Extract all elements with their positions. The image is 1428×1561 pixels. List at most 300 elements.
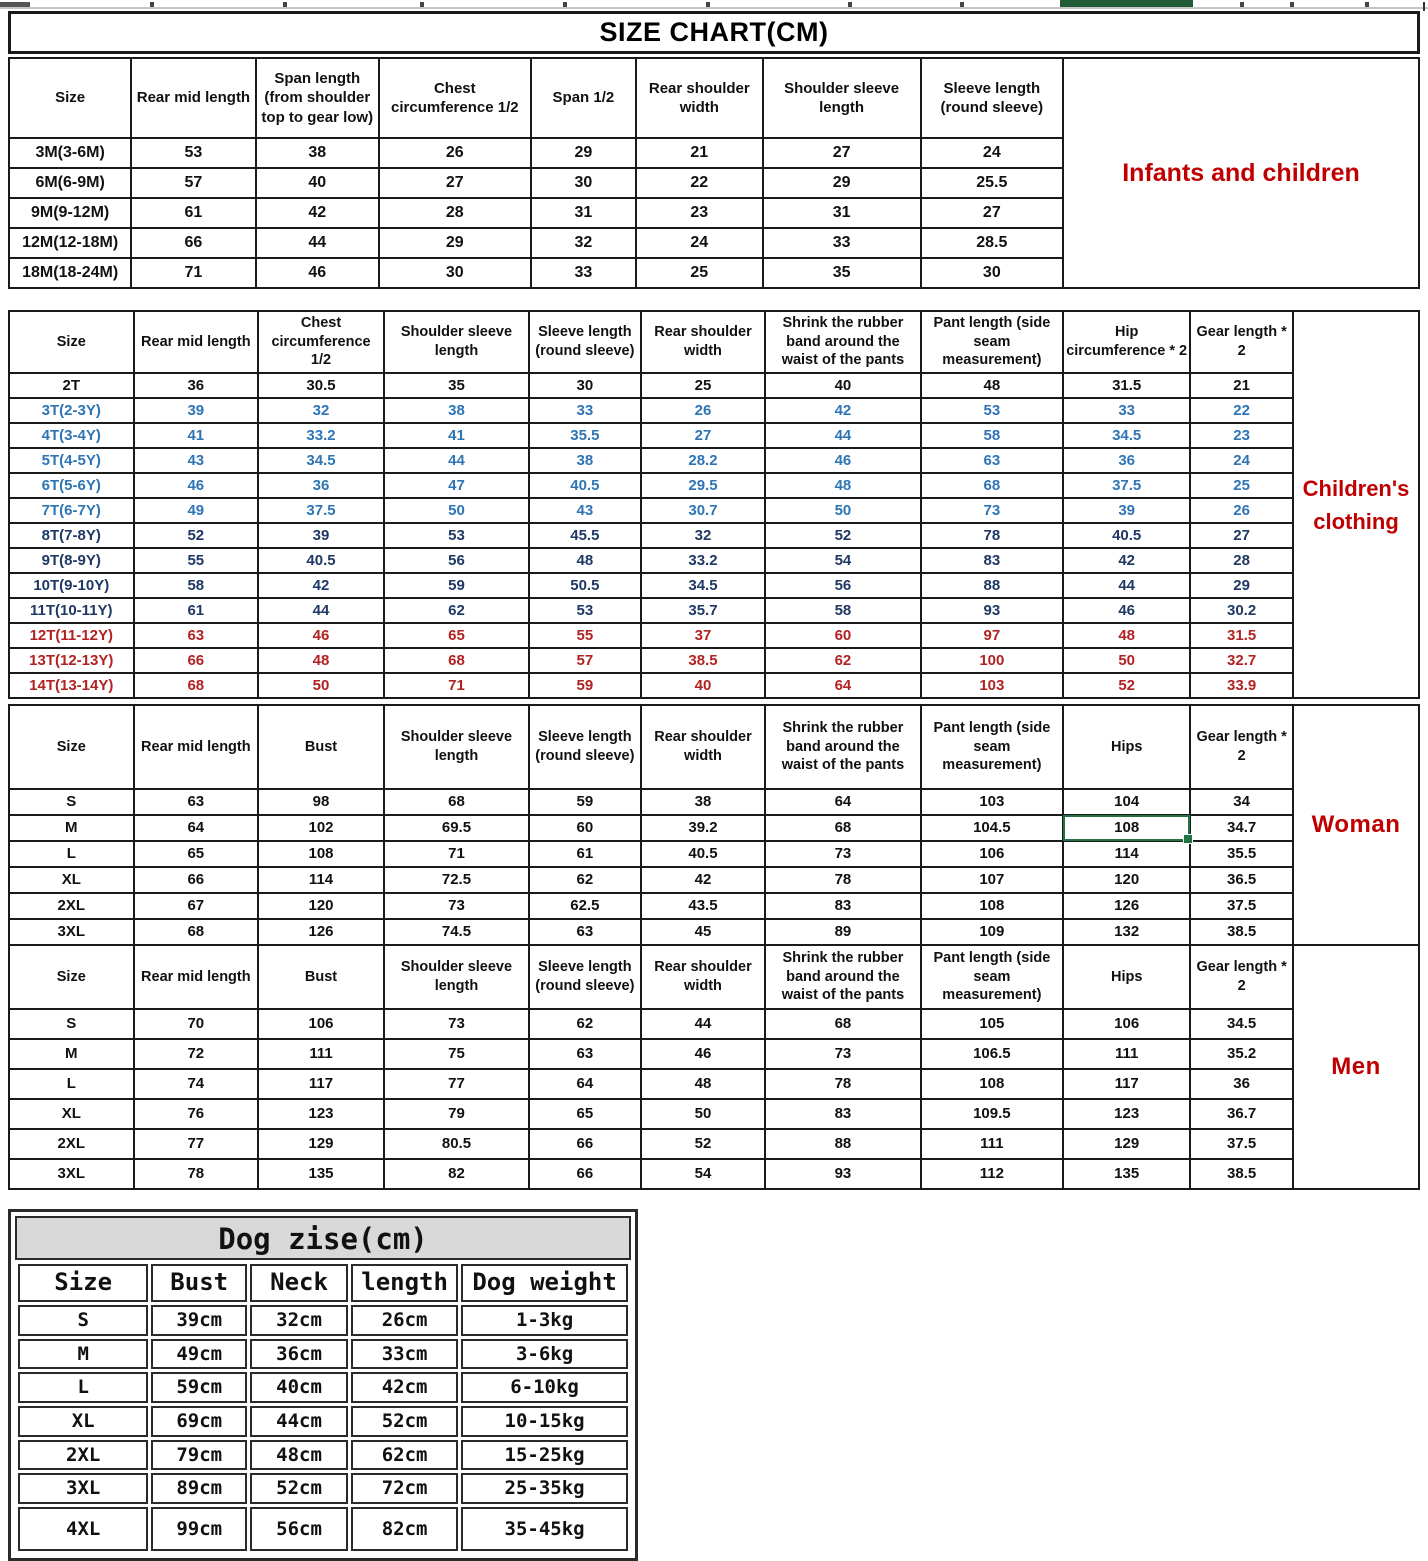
children-value-cell[interactable]: 42 — [1063, 548, 1190, 573]
children-column-header[interactable]: Size — [9, 311, 134, 373]
woman-size-cell[interactable]: 3XL — [9, 919, 134, 945]
children-value-cell[interactable]: 48 — [1063, 623, 1190, 648]
woman-value-cell[interactable]: 42 — [641, 867, 766, 893]
children-value-cell[interactable]: 40 — [641, 673, 766, 698]
infants-value-cell[interactable]: 40 — [256, 168, 379, 198]
infants-value-cell[interactable]: 30 — [531, 168, 636, 198]
children-column-header[interactable]: Shrink the rubber band around the waist of the pants — [765, 311, 920, 373]
children-size-cell[interactable]: 3T(2-3Y) — [9, 398, 134, 423]
children-value-cell[interactable]: 83 — [921, 548, 1064, 573]
children-value-cell[interactable]: 53 — [921, 398, 1064, 423]
men-value-cell[interactable]: 111 — [1063, 1039, 1190, 1069]
infants-value-cell[interactable]: 29 — [763, 168, 921, 198]
infants-value-cell[interactable]: 25.5 — [921, 168, 1063, 198]
dog-size-cell[interactable]: L — [18, 1372, 148, 1403]
men-value-cell[interactable]: 78 — [765, 1069, 920, 1099]
men-value-cell[interactable]: 35.2 — [1190, 1039, 1293, 1069]
men-value-cell[interactable]: 83 — [765, 1099, 920, 1129]
children-value-cell[interactable]: 56 — [384, 548, 529, 573]
woman-value-cell[interactable]: 34.7 — [1190, 815, 1293, 841]
woman-selected-cell[interactable]: 108 — [1063, 815, 1190, 841]
children-value-cell[interactable]: 39 — [258, 523, 384, 548]
children-column-header[interactable]: Rear mid length — [134, 311, 259, 373]
children-value-cell[interactable]: 88 — [921, 573, 1064, 598]
dog-value-cell[interactable]: 42cm — [351, 1372, 458, 1403]
woman-value-cell[interactable]: 66 — [134, 867, 259, 893]
children-value-cell[interactable]: 34.5 — [258, 448, 384, 473]
infants-value-cell[interactable]: 27 — [763, 138, 921, 168]
men-value-cell[interactable]: 36 — [1190, 1069, 1293, 1099]
children-value-cell[interactable]: 39 — [1063, 498, 1190, 523]
woman-value-cell[interactable]: 71 — [384, 841, 529, 867]
men-value-cell[interactable]: 73 — [765, 1039, 920, 1069]
woman-value-cell[interactable]: 35.5 — [1190, 841, 1293, 867]
children-value-cell[interactable]: 55 — [529, 623, 641, 648]
men-value-cell[interactable]: 70 — [134, 1009, 259, 1039]
men-size-cell[interactable]: 2XL — [9, 1129, 134, 1159]
children-value-cell[interactable]: 78 — [921, 523, 1064, 548]
woman-column-header[interactable]: Size — [9, 705, 134, 789]
children-size-cell[interactable]: 14T(13-14Y) — [9, 673, 134, 698]
woman-value-cell[interactable]: 73 — [384, 893, 529, 919]
children-value-cell[interactable]: 58 — [765, 598, 920, 623]
men-value-cell[interactable]: 75 — [384, 1039, 529, 1069]
children-value-cell[interactable]: 42 — [765, 398, 920, 423]
men-value-cell[interactable]: 106 — [258, 1009, 384, 1039]
infants-value-cell[interactable]: 27 — [921, 198, 1063, 228]
infants-column-header[interactable]: Shoulder sleeve length — [763, 58, 921, 138]
woman-column-header[interactable]: Rear mid length — [134, 705, 259, 789]
children-value-cell[interactable]: 27 — [641, 423, 766, 448]
men-value-cell[interactable]: 111 — [258, 1039, 384, 1069]
men-column-header[interactable]: Rear shoulder width — [641, 945, 766, 1009]
men-value-cell[interactable]: 123 — [1063, 1099, 1190, 1129]
woman-value-cell[interactable]: 62.5 — [529, 893, 641, 919]
children-column-header[interactable]: Shoulder sleeve length — [384, 311, 529, 373]
men-value-cell[interactable]: 54 — [641, 1159, 766, 1189]
children-value-cell[interactable]: 36 — [1063, 448, 1190, 473]
dog-value-cell[interactable]: 25-35kg — [461, 1473, 628, 1504]
infants-column-header[interactable]: Span length (from shoulder top to gear low) — [256, 58, 379, 138]
men-value-cell[interactable]: 82 — [384, 1159, 529, 1189]
woman-value-cell[interactable]: 59 — [529, 789, 641, 815]
infants-value-cell[interactable]: 42 — [256, 198, 379, 228]
infants-column-header[interactable]: Sleeve length (round sleeve) — [921, 58, 1063, 138]
children-value-cell[interactable]: 37.5 — [1063, 473, 1190, 498]
children-value-cell[interactable]: 56 — [765, 573, 920, 598]
dog-value-cell[interactable]: 3-6kg — [461, 1339, 628, 1370]
children-value-cell[interactable]: 30.2 — [1190, 598, 1293, 623]
dog-value-cell[interactable]: 52cm — [351, 1406, 458, 1437]
woman-value-cell[interactable]: 108 — [921, 893, 1064, 919]
children-value-cell[interactable]: 60 — [765, 623, 920, 648]
woman-value-cell[interactable]: 104.5 — [921, 815, 1064, 841]
children-value-cell[interactable]: 57 — [529, 648, 641, 673]
woman-size-cell[interactable]: XL — [9, 867, 134, 893]
men-column-header[interactable]: Size — [9, 945, 134, 1009]
men-value-cell[interactable]: 36.7 — [1190, 1099, 1293, 1129]
men-column-header[interactable]: Hips — [1063, 945, 1190, 1009]
infants-value-cell[interactable]: 61 — [131, 198, 255, 228]
men-value-cell[interactable]: 106 — [1063, 1009, 1190, 1039]
infants-value-cell[interactable]: 66 — [131, 228, 255, 258]
children-value-cell[interactable]: 62 — [765, 648, 920, 673]
dog-value-cell[interactable]: 15-25kg — [461, 1440, 628, 1471]
men-value-cell[interactable]: 135 — [1063, 1159, 1190, 1189]
dog-value-cell[interactable]: 48cm — [250, 1440, 348, 1471]
children-value-cell[interactable]: 50 — [384, 498, 529, 523]
children-value-cell[interactable]: 42 — [258, 573, 384, 598]
infants-value-cell[interactable]: 32 — [531, 228, 636, 258]
men-value-cell[interactable]: 52 — [641, 1129, 766, 1159]
woman-column-header[interactable]: Hips — [1063, 705, 1190, 789]
children-value-cell[interactable]: 32.7 — [1190, 648, 1293, 673]
men-value-cell[interactable]: 65 — [529, 1099, 641, 1129]
children-value-cell[interactable]: 37.5 — [258, 498, 384, 523]
woman-value-cell[interactable]: 61 — [529, 841, 641, 867]
woman-value-cell[interactable]: 68 — [384, 789, 529, 815]
dog-column-header[interactable]: length — [351, 1264, 458, 1302]
children-value-cell[interactable]: 36 — [258, 473, 384, 498]
men-value-cell[interactable]: 106.5 — [921, 1039, 1064, 1069]
children-value-cell[interactable]: 73 — [921, 498, 1064, 523]
woman-value-cell[interactable]: 43.5 — [641, 893, 766, 919]
men-column-header[interactable]: Shrink the rubber band around the waist of the pants — [765, 945, 920, 1009]
children-value-cell[interactable]: 32 — [258, 398, 384, 423]
men-size-cell[interactable]: M — [9, 1039, 134, 1069]
children-value-cell[interactable]: 33.9 — [1190, 673, 1293, 698]
infants-value-cell[interactable]: 24 — [921, 138, 1063, 168]
woman-value-cell[interactable]: 68 — [765, 815, 920, 841]
dog-value-cell[interactable]: 99cm — [151, 1507, 247, 1551]
children-column-header[interactable]: Gear length * 2 — [1190, 311, 1293, 373]
children-value-cell[interactable]: 27 — [1190, 523, 1293, 548]
woman-value-cell[interactable]: 126 — [258, 919, 384, 945]
men-value-cell[interactable]: 109.5 — [921, 1099, 1064, 1129]
children-value-cell[interactable]: 35 — [384, 373, 529, 398]
children-value-cell[interactable]: 62 — [384, 598, 529, 623]
infants-value-cell[interactable]: 38 — [256, 138, 379, 168]
children-size-cell[interactable]: 5T(4-5Y) — [9, 448, 134, 473]
children-value-cell[interactable]: 36 — [134, 373, 259, 398]
woman-value-cell[interactable]: 60 — [529, 815, 641, 841]
woman-column-header[interactable]: Gear length * 2 — [1190, 705, 1293, 789]
men-value-cell[interactable]: 77 — [384, 1069, 529, 1099]
children-value-cell[interactable]: 26 — [1190, 498, 1293, 523]
woman-value-cell[interactable]: 73 — [765, 841, 920, 867]
children-value-cell[interactable]: 38 — [384, 398, 529, 423]
children-column-header[interactable]: Rear shoulder width — [641, 311, 766, 373]
infants-value-cell[interactable]: 46 — [256, 258, 379, 288]
dog-value-cell[interactable]: 59cm — [151, 1372, 247, 1403]
infants-column-header[interactable]: Chest circumference 1/2 — [379, 58, 531, 138]
woman-value-cell[interactable]: 38 — [641, 789, 766, 815]
woman-value-cell[interactable]: 62 — [529, 867, 641, 893]
men-column-header[interactable]: Sleeve length (round sleeve) — [529, 945, 641, 1009]
children-value-cell[interactable]: 44 — [765, 423, 920, 448]
children-value-cell[interactable]: 100 — [921, 648, 1064, 673]
children-value-cell[interactable]: 34.5 — [1063, 423, 1190, 448]
children-value-cell[interactable]: 37 — [641, 623, 766, 648]
dog-value-cell[interactable]: 79cm — [151, 1440, 247, 1471]
men-value-cell[interactable]: 78 — [134, 1159, 259, 1189]
children-value-cell[interactable]: 47 — [384, 473, 529, 498]
children-value-cell[interactable]: 49 — [134, 498, 259, 523]
woman-value-cell[interactable]: 63 — [134, 789, 259, 815]
infants-column-header[interactable]: Rear mid length — [131, 58, 255, 138]
children-value-cell[interactable]: 34.5 — [641, 573, 766, 598]
infants-value-cell[interactable]: 29 — [531, 138, 636, 168]
infants-size-cell[interactable]: 9M(9-12M) — [9, 198, 131, 228]
woman-value-cell[interactable]: 78 — [765, 867, 920, 893]
children-value-cell[interactable]: 44 — [1063, 573, 1190, 598]
children-value-cell[interactable]: 29 — [1190, 573, 1293, 598]
woman-value-cell[interactable]: 114 — [258, 867, 384, 893]
woman-value-cell[interactable]: 64 — [765, 789, 920, 815]
infants-column-header[interactable]: Rear shoulder width — [636, 58, 762, 138]
woman-value-cell[interactable]: 109 — [921, 919, 1064, 945]
dog-value-cell[interactable]: 10-15kg — [461, 1406, 628, 1437]
dog-value-cell[interactable]: 35-45kg — [461, 1507, 628, 1551]
woman-value-cell[interactable]: 69.5 — [384, 815, 529, 841]
woman-value-cell[interactable]: 108 — [258, 841, 384, 867]
men-value-cell[interactable]: 50 — [641, 1099, 766, 1129]
children-value-cell[interactable]: 33.2 — [641, 548, 766, 573]
children-value-cell[interactable]: 50 — [1063, 648, 1190, 673]
children-value-cell[interactable]: 24 — [1190, 448, 1293, 473]
men-value-cell[interactable]: 74 — [134, 1069, 259, 1099]
dog-column-header[interactable]: Neck — [250, 1264, 348, 1302]
infants-column-header[interactable]: Size — [9, 58, 131, 138]
dog-column-header[interactable]: Bust — [151, 1264, 247, 1302]
men-column-header[interactable]: Gear length * 2 — [1190, 945, 1293, 1009]
children-size-cell[interactable]: 9T(8-9Y) — [9, 548, 134, 573]
children-value-cell[interactable]: 58 — [921, 423, 1064, 448]
children-value-cell[interactable]: 71 — [384, 673, 529, 698]
infants-value-cell[interactable]: 21 — [636, 138, 762, 168]
children-value-cell[interactable]: 29.5 — [641, 473, 766, 498]
children-value-cell[interactable]: 23 — [1190, 423, 1293, 448]
woman-size-cell[interactable]: 2XL — [9, 893, 134, 919]
dog-size-cell[interactable]: 3XL — [18, 1473, 148, 1504]
children-value-cell[interactable]: 52 — [1063, 673, 1190, 698]
children-size-cell[interactable]: 13T(12-13Y) — [9, 648, 134, 673]
children-value-cell[interactable]: 30.5 — [258, 373, 384, 398]
men-value-cell[interactable]: 72 — [134, 1039, 259, 1069]
men-value-cell[interactable]: 135 — [258, 1159, 384, 1189]
children-size-cell[interactable]: 8T(7-8Y) — [9, 523, 134, 548]
men-value-cell[interactable]: 66 — [529, 1159, 641, 1189]
children-value-cell[interactable]: 97 — [921, 623, 1064, 648]
woman-value-cell[interactable]: 104 — [1063, 789, 1190, 815]
dog-value-cell[interactable]: 82cm — [351, 1507, 458, 1551]
children-value-cell[interactable]: 43 — [529, 498, 641, 523]
woman-value-cell[interactable]: 38.5 — [1190, 919, 1293, 945]
children-value-cell[interactable]: 68 — [384, 648, 529, 673]
children-value-cell[interactable]: 35.5 — [529, 423, 641, 448]
woman-column-header[interactable]: Shoulder sleeve length — [384, 705, 529, 789]
men-value-cell[interactable]: 64 — [529, 1069, 641, 1099]
children-value-cell[interactable]: 59 — [529, 673, 641, 698]
men-value-cell[interactable]: 46 — [641, 1039, 766, 1069]
dog-value-cell[interactable]: 39cm — [151, 1305, 247, 1336]
infants-size-cell[interactable]: 3M(3-6M) — [9, 138, 131, 168]
children-value-cell[interactable]: 40 — [765, 373, 920, 398]
infants-value-cell[interactable]: 57 — [131, 168, 255, 198]
children-value-cell[interactable]: 44 — [384, 448, 529, 473]
children-value-cell[interactable]: 25 — [1190, 473, 1293, 498]
infants-value-cell[interactable]: 24 — [636, 228, 762, 258]
children-value-cell[interactable]: 21 — [1190, 373, 1293, 398]
woman-size-cell[interactable]: M — [9, 815, 134, 841]
children-value-cell[interactable]: 52 — [134, 523, 259, 548]
woman-column-header[interactable]: Rear shoulder width — [641, 705, 766, 789]
children-value-cell[interactable]: 52 — [765, 523, 920, 548]
dog-value-cell[interactable]: 33cm — [351, 1339, 458, 1370]
children-value-cell[interactable]: 68 — [921, 473, 1064, 498]
woman-value-cell[interactable]: 132 — [1063, 919, 1190, 945]
infants-value-cell[interactable]: 30 — [379, 258, 531, 288]
children-value-cell[interactable]: 46 — [1063, 598, 1190, 623]
children-value-cell[interactable]: 48 — [921, 373, 1064, 398]
dog-size-cell[interactable]: XL — [18, 1406, 148, 1437]
woman-column-header[interactable]: Bust — [258, 705, 384, 789]
infants-value-cell[interactable]: 22 — [636, 168, 762, 198]
men-column-header[interactable]: Shoulder sleeve length — [384, 945, 529, 1009]
children-value-cell[interactable]: 65 — [384, 623, 529, 648]
infants-value-cell[interactable]: 23 — [636, 198, 762, 228]
children-column-header[interactable]: Chest circumference 1/2 — [258, 311, 384, 373]
infants-value-cell[interactable]: 28 — [379, 198, 531, 228]
children-size-cell[interactable]: 4T(3-4Y) — [9, 423, 134, 448]
men-value-cell[interactable]: 73 — [384, 1009, 529, 1039]
children-column-header[interactable]: Hip circumference * 2 — [1063, 311, 1190, 373]
children-value-cell[interactable]: 28.2 — [641, 448, 766, 473]
infants-size-cell[interactable]: 18M(18-24M) — [9, 258, 131, 288]
men-value-cell[interactable]: 68 — [765, 1009, 920, 1039]
children-value-cell[interactable]: 53 — [529, 598, 641, 623]
children-value-cell[interactable]: 30.7 — [641, 498, 766, 523]
woman-value-cell[interactable]: 39.2 — [641, 815, 766, 841]
men-value-cell[interactable]: 105 — [921, 1009, 1064, 1039]
children-size-cell[interactable]: 11T(10-11Y) — [9, 598, 134, 623]
dog-value-cell[interactable]: 62cm — [351, 1440, 458, 1471]
children-column-header[interactable]: Sleeve length (round sleeve) — [529, 311, 641, 373]
children-value-cell[interactable]: 26 — [641, 398, 766, 423]
children-value-cell[interactable]: 46 — [134, 473, 259, 498]
children-value-cell[interactable]: 35.7 — [641, 598, 766, 623]
children-value-cell[interactable]: 40.5 — [529, 473, 641, 498]
woman-value-cell[interactable]: 107 — [921, 867, 1064, 893]
dog-value-cell[interactable]: 89cm — [151, 1473, 247, 1504]
children-value-cell[interactable]: 40.5 — [1063, 523, 1190, 548]
men-value-cell[interactable]: 108 — [921, 1069, 1064, 1099]
men-value-cell[interactable]: 44 — [641, 1009, 766, 1039]
children-value-cell[interactable]: 48 — [765, 473, 920, 498]
men-value-cell[interactable]: 117 — [1063, 1069, 1190, 1099]
men-value-cell[interactable]: 123 — [258, 1099, 384, 1129]
dog-size-cell[interactable]: 4XL — [18, 1507, 148, 1551]
children-value-cell[interactable]: 50.5 — [529, 573, 641, 598]
dog-column-header[interactable]: Size — [18, 1264, 148, 1302]
men-value-cell[interactable]: 80.5 — [384, 1129, 529, 1159]
children-value-cell[interactable]: 43 — [134, 448, 259, 473]
men-value-cell[interactable]: 77 — [134, 1129, 259, 1159]
woman-value-cell[interactable]: 34 — [1190, 789, 1293, 815]
men-value-cell[interactable]: 63 — [529, 1039, 641, 1069]
men-value-cell[interactable]: 76 — [134, 1099, 259, 1129]
woman-value-cell[interactable]: 114 — [1063, 841, 1190, 867]
woman-value-cell[interactable]: 126 — [1063, 893, 1190, 919]
children-value-cell[interactable]: 66 — [134, 648, 259, 673]
woman-value-cell[interactable]: 74.5 — [384, 919, 529, 945]
dog-column-header[interactable]: Dog weight — [461, 1264, 628, 1302]
dog-value-cell[interactable]: 56cm — [250, 1507, 348, 1551]
woman-value-cell[interactable]: 68 — [134, 919, 259, 945]
men-value-cell[interactable]: 93 — [765, 1159, 920, 1189]
children-value-cell[interactable]: 103 — [921, 673, 1064, 698]
dog-value-cell[interactable]: 40cm — [250, 1372, 348, 1403]
men-value-cell[interactable]: 37.5 — [1190, 1129, 1293, 1159]
men-value-cell[interactable]: 112 — [921, 1159, 1064, 1189]
woman-value-cell[interactable]: 83 — [765, 893, 920, 919]
infants-value-cell[interactable]: 26 — [379, 138, 531, 168]
infants-value-cell[interactable]: 28.5 — [921, 228, 1063, 258]
children-value-cell[interactable]: 55 — [134, 548, 259, 573]
infants-column-header[interactable]: Span 1/2 — [531, 58, 636, 138]
men-column-header[interactable]: Rear mid length — [134, 945, 259, 1009]
men-column-header[interactable]: Pant length (side seam measurement) — [921, 945, 1064, 1009]
woman-value-cell[interactable]: 106 — [921, 841, 1064, 867]
children-size-cell[interactable]: 2T — [9, 373, 134, 398]
men-value-cell[interactable]: 88 — [765, 1129, 920, 1159]
woman-value-cell[interactable]: 63 — [529, 919, 641, 945]
infants-value-cell[interactable]: 33 — [763, 228, 921, 258]
children-value-cell[interactable]: 39 — [134, 398, 259, 423]
dog-size-cell[interactable]: 2XL — [18, 1440, 148, 1471]
children-size-cell[interactable]: 12T(11-12Y) — [9, 623, 134, 648]
children-value-cell[interactable]: 50 — [258, 673, 384, 698]
children-column-header[interactable]: Pant length (side seam measurement) — [921, 311, 1064, 373]
men-value-cell[interactable]: 34.5 — [1190, 1009, 1293, 1039]
children-value-cell[interactable]: 48 — [529, 548, 641, 573]
men-value-cell[interactable]: 111 — [921, 1129, 1064, 1159]
children-value-cell[interactable]: 32 — [641, 523, 766, 548]
men-value-cell[interactable]: 117 — [258, 1069, 384, 1099]
children-size-cell[interactable]: 10T(9-10Y) — [9, 573, 134, 598]
children-value-cell[interactable]: 38 — [529, 448, 641, 473]
children-value-cell[interactable]: 38.5 — [641, 648, 766, 673]
woman-value-cell[interactable]: 64 — [134, 815, 259, 841]
men-size-cell[interactable]: XL — [9, 1099, 134, 1129]
dog-value-cell[interactable]: 1-3kg — [461, 1305, 628, 1336]
infants-value-cell[interactable]: 33 — [531, 258, 636, 288]
woman-value-cell[interactable]: 120 — [1063, 867, 1190, 893]
children-value-cell[interactable]: 63 — [921, 448, 1064, 473]
children-value-cell[interactable]: 41 — [384, 423, 529, 448]
infants-value-cell[interactable]: 30 — [921, 258, 1063, 288]
dog-size-cell[interactable]: S — [18, 1305, 148, 1336]
infants-value-cell[interactable]: 71 — [131, 258, 255, 288]
men-column-header[interactable]: Bust — [258, 945, 384, 1009]
dog-value-cell[interactable]: 69cm — [151, 1406, 247, 1437]
children-value-cell[interactable]: 30 — [529, 373, 641, 398]
dog-value-cell[interactable]: 44cm — [250, 1406, 348, 1437]
woman-value-cell[interactable]: 40.5 — [641, 841, 766, 867]
children-value-cell[interactable]: 31.5 — [1063, 373, 1190, 398]
infants-value-cell[interactable]: 29 — [379, 228, 531, 258]
infants-size-cell[interactable]: 12M(12-18M) — [9, 228, 131, 258]
